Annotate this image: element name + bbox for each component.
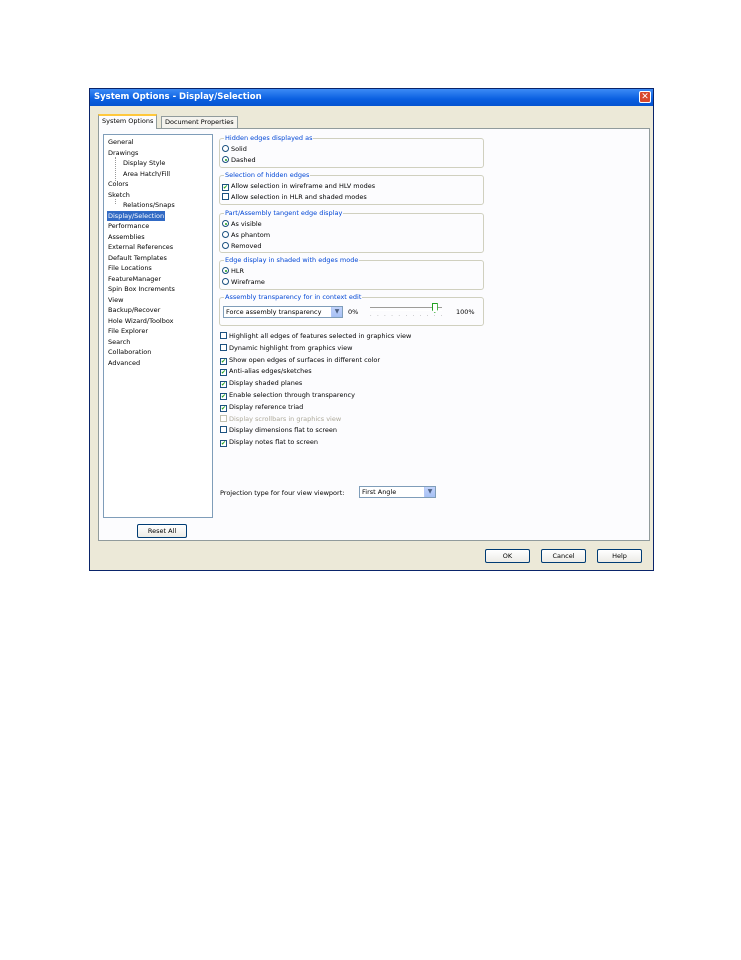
checkbox-checked-icon[interactable]: ✔: [221, 369, 227, 377]
display-option-checkbox[interactable]: [220, 331, 411, 341]
slider-ticks: ...........: [370, 312, 448, 318]
tab-system-options[interactable]: System Options: [98, 114, 157, 129]
display-option-label: Display notes flat to screen: [229, 438, 319, 447]
tree-item-display-style[interactable]: Display Style: [123, 159, 166, 167]
chevron-down-icon[interactable]: ▼: [331, 307, 342, 317]
display-option-label: Anti-alias edges/sketches: [229, 367, 312, 376]
system-options-dialog: [89, 88, 654, 571]
display-option-label: Display reference triad: [229, 402, 304, 411]
projection-type-value: First Angle: [362, 488, 397, 496]
tree-item-general[interactable]: General: [108, 138, 134, 146]
checkbox-unchecked-icon[interactable]: [222, 193, 229, 200]
checkbox-checked-icon[interactable]: ✔: [223, 184, 229, 191]
tree-item-backup-recover[interactable]: Backup/Recover: [108, 306, 161, 314]
display-option-label: Display shaded planes: [229, 379, 303, 388]
display-option-label: Highlight all edges of features selected in graphics view: [229, 332, 412, 340]
tree-item-assemblies[interactable]: Assemblies: [108, 232, 145, 241]
transparency-slider-track[interactable]: [370, 307, 442, 311]
tree-item-search[interactable]: Search: [108, 337, 131, 346]
edge-shaded-title: Edge display in shaded with edges mode: [225, 256, 359, 264]
display-option-label: Display dimensions flat to screen: [229, 426, 338, 435]
tree-item-hole-wizard-toolbox[interactable]: Hole Wizard/Toolbox: [108, 316, 174, 325]
radio-dashed-label: Dashed: [231, 156, 256, 164]
assembly-transparency-title: Assembly transparency for in context edit: [225, 293, 362, 301]
tree-item-advanced[interactable]: Advanced: [108, 358, 141, 367]
radio-hlr[interactable]: [222, 266, 244, 276]
radio-solid-label: Solid: [231, 145, 247, 153]
tree-item-drawings[interactable]: Drawings: [108, 148, 139, 157]
close-icon[interactable]: ✕: [639, 91, 651, 103]
tree-item-default-templates[interactable]: Default Templates: [108, 253, 167, 262]
selection-hidden-edges-group: [219, 171, 484, 205]
tree-item-file-explorer[interactable]: File Explorer: [108, 327, 149, 335]
checkbox-unchecked-icon[interactable]: [220, 344, 227, 351]
radio-as-phantom[interactable]: [222, 230, 270, 240]
display-option-checkbox[interactable]: [220, 425, 337, 435]
tree-item-view[interactable]: View: [108, 295, 124, 304]
radio-dashed[interactable]: [222, 155, 256, 165]
tab-document-properties[interactable]: Document Properties: [161, 116, 238, 128]
radio-solid-icon[interactable]: [222, 145, 229, 152]
hidden-edges-title: Hidden edges displayed as: [225, 134, 313, 142]
checkbox-unchecked-icon[interactable]: [220, 426, 227, 433]
transparency-combo[interactable]: [223, 306, 343, 318]
display-option-label: Show open edges of surfaces in different color: [229, 355, 381, 364]
radio-wireframe[interactable]: [222, 277, 265, 287]
transparency-combo-value: Force assembly transparency: [226, 308, 322, 316]
tree-item-performance[interactable]: Performance: [108, 222, 150, 230]
check-allow-wireframe-hlv-label: Allow selection in wireframe and HLV modes: [231, 182, 376, 190]
radio-as-phantom-label: As phantom: [231, 231, 271, 239]
display-option-checkbox[interactable]: [220, 390, 355, 400]
display-option-checkbox[interactable]: [220, 355, 380, 365]
title-bar[interactable]: [90, 89, 653, 106]
radio-as-visible-label: As visible: [231, 220, 262, 228]
projection-type-combo[interactable]: [359, 486, 436, 498]
checkbox-checked-icon[interactable]: ✔: [221, 393, 227, 400]
help-button[interactable]: Help: [597, 549, 642, 563]
tree-item-file-locations[interactable]: File Locations: [108, 264, 152, 272]
options-tree[interactable]: [103, 134, 213, 518]
hidden-edges-group: [219, 134, 484, 168]
display-option-checkbox[interactable]: [220, 378, 302, 388]
window-title: System Options - Display/Selection: [94, 92, 262, 102]
tangent-edge-title: Part/Assembly tangent edge display: [225, 209, 343, 217]
radio-removed-icon[interactable]: [222, 242, 229, 249]
slider-max-label: 100%: [456, 308, 475, 316]
display-option-checkbox: [220, 414, 341, 424]
radio-dashed-icon[interactable]: [222, 156, 229, 163]
checkbox-checked-icon[interactable]: ✔: [221, 357, 227, 365]
tangent-edge-group: [219, 209, 484, 253]
ok-button[interactable]: OK: [485, 549, 530, 563]
radio-as-visible[interactable]: [222, 219, 262, 229]
radio-removed-label: Removed: [231, 242, 262, 250]
radio-wireframe-icon[interactable]: [222, 278, 229, 285]
radio-hlr-label: HLR: [231, 267, 245, 275]
radio-solid[interactable]: [222, 144, 247, 154]
chevron-down-icon[interactable]: ▼: [424, 487, 435, 497]
check-allow-wireframe-hlv[interactable]: [222, 181, 375, 191]
display-option-checkbox[interactable]: [220, 402, 303, 412]
slider-min-label: 0%: [348, 308, 359, 316]
radio-as-phantom-icon[interactable]: [222, 231, 229, 238]
tree-item-featuremanager[interactable]: FeatureManager: [108, 274, 162, 283]
tree-item-spin-box-increments[interactable]: Spin Box Increments: [108, 285, 175, 293]
display-option-checkbox[interactable]: [220, 366, 312, 376]
display-option-checkbox[interactable]: [220, 343, 352, 353]
options-panel: [98, 128, 650, 541]
radio-removed[interactable]: [222, 241, 262, 251]
display-option-label: Enable selection through transparency: [229, 391, 355, 399]
tree-item-collaboration[interactable]: Collaboration: [108, 348, 152, 356]
tree-item-display-selection[interactable]: Display/Selection: [108, 211, 165, 220]
reset-all-button[interactable]: Reset All: [137, 524, 187, 538]
tree-item-relations-snaps[interactable]: Relations/Snaps: [123, 201, 175, 209]
selection-hidden-edges-title: Selection of hidden edges: [225, 171, 310, 179]
checkbox-checked-icon[interactable]: ✔: [221, 440, 227, 448]
tree-connector: [115, 157, 116, 181]
checkbox-checked-icon[interactable]: ✔: [221, 381, 227, 389]
edge-shaded-group: [219, 256, 484, 290]
display-option-checkbox[interactable]: [220, 437, 318, 447]
radio-hlr-icon[interactable]: [222, 267, 229, 274]
checkbox-unchecked-icon[interactable]: [220, 332, 227, 339]
check-allow-hlr-shaded[interactable]: [222, 192, 367, 202]
checkbox-unchecked-icon: [220, 415, 227, 422]
assembly-transparency-group: [219, 293, 484, 326]
tree-connector: [115, 199, 116, 204]
display-option-label: Display scrollbars in graphics view: [229, 414, 342, 423]
display-option-label: Dynamic highlight from graphics view: [229, 343, 353, 352]
checkbox-checked-icon[interactable]: ✔: [221, 404, 227, 412]
tree-item-area-hatch-fill[interactable]: Area Hatch/Fill: [123, 169, 171, 178]
radio-as-visible-icon[interactable]: [222, 220, 229, 227]
cancel-button[interactable]: Cancel: [541, 549, 586, 563]
check-allow-hlr-shaded-label: Allow selection in HLR and shaded modes: [231, 193, 367, 201]
radio-wireframe-label: Wireframe: [231, 278, 265, 286]
tree-item-colors[interactable]: Colors: [108, 180, 129, 188]
tree-item-external-references[interactable]: External References: [108, 243, 174, 251]
tree-item-sketch[interactable]: Sketch: [108, 190, 130, 199]
projection-type-label: Projection type for four view viewport:: [220, 489, 345, 497]
